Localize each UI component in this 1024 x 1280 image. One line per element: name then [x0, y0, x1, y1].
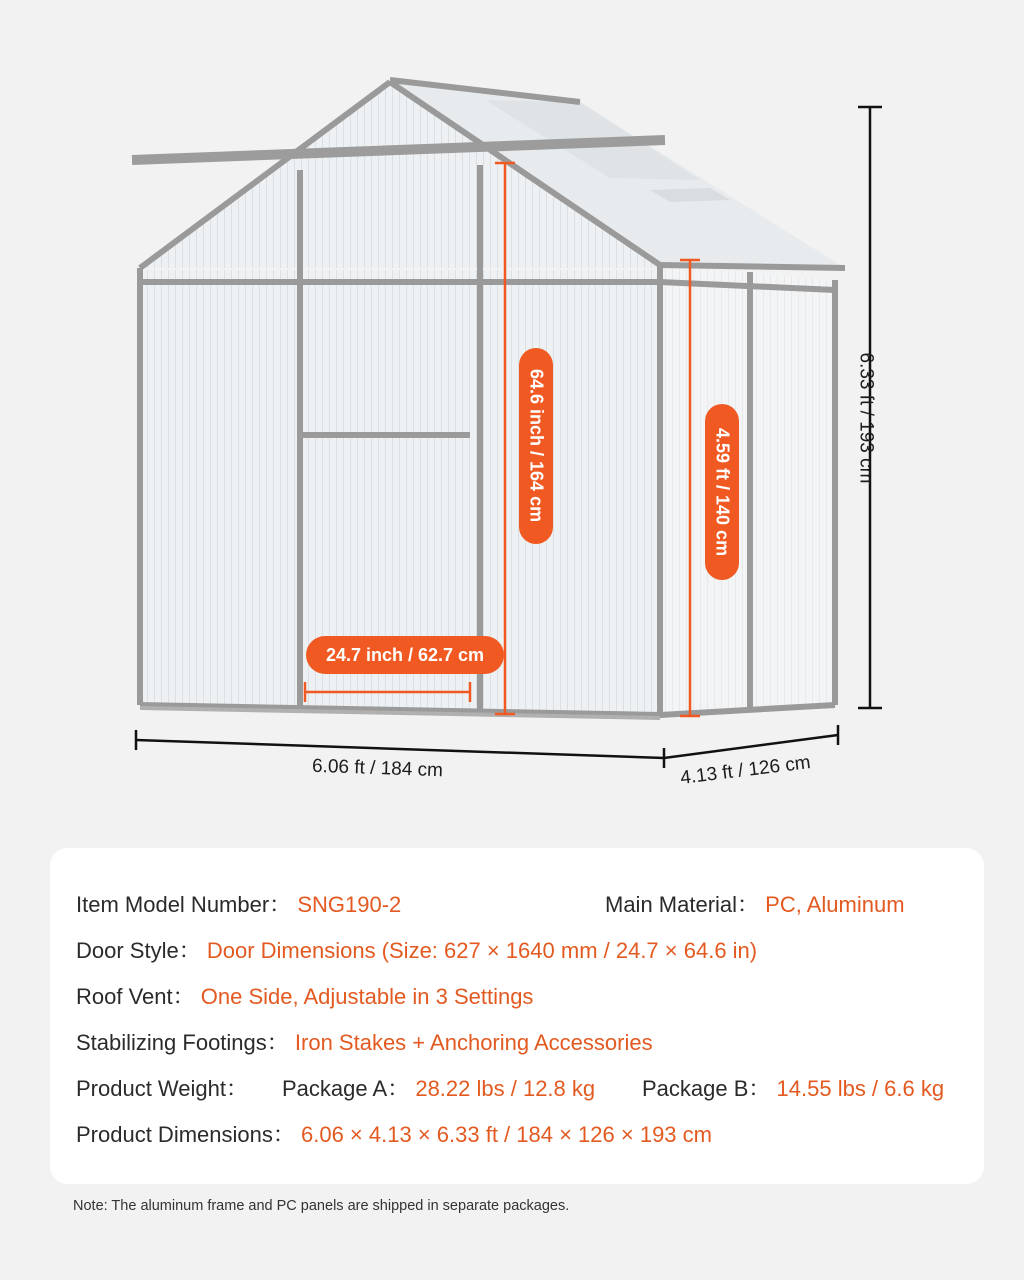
door-width-label: 24.7 inch / 62.7 cm [306, 636, 504, 674]
spec-material-value: PC, Aluminum [765, 892, 905, 917]
door-height-label: 64.6 inch / 164 cm [519, 348, 553, 544]
spec-roof-value: One Side, Adjustable in 3 Settings [200, 984, 534, 1009]
spec-roof [76, 980, 533, 1011]
spec-package-b [642, 1072, 944, 1103]
spec-weight [76, 1072, 248, 1103]
spec-model [76, 888, 401, 919]
specs-card [50, 848, 984, 1184]
spec-model-value: SNG190-2 [297, 892, 402, 917]
spec-product-dims [76, 1118, 712, 1149]
spec-roof-label: Roof Vent： [76, 984, 195, 1009]
shipping-note: Note: The aluminum frame and PC panels are shipped in separate packages. [73, 1198, 570, 1214]
package-b-label: Package B： [642, 1076, 771, 1101]
spec-weight-label: Product Weight： [76, 1076, 249, 1101]
spec-footings-label: Stabilizing Footings： [76, 1030, 289, 1055]
wall-height-label: 4.59 ft / 140 cm [705, 404, 739, 580]
spec-model-label: Item Model Number： [76, 892, 292, 917]
spec-footings [76, 1026, 653, 1057]
spec-material [605, 888, 905, 919]
spec-product-dims-label: Product Dimensions： [76, 1122, 295, 1147]
spec-door-value: Door Dimensions (Size: 627 × 1640 mm / 24.7 × 64.6 in) [206, 938, 758, 963]
depth-dimension-line [664, 725, 838, 758]
package-b-value: 14.55 lbs / 6.6 kg [776, 1076, 945, 1101]
spec-package-a [282, 1072, 595, 1103]
spec-door-label: Door Style： [76, 938, 201, 963]
spec-material-label: Main Material： [605, 892, 760, 917]
spec-product-dims-value: 6.06 × 4.13 × 6.33 ft / 184 × 126 × 193 cm [301, 1122, 712, 1147]
spec-footings-value: Iron Stakes + Anchoring Accessories [294, 1030, 653, 1055]
depth-label: 4.13 ft / 126 cm [679, 752, 812, 789]
spec-door [76, 934, 757, 965]
width-label: 6.06 ft / 184 cm [311, 755, 444, 782]
package-a-label: Package A： [282, 1076, 410, 1101]
height-label: 6.33 ft / 193 cm [855, 352, 877, 484]
package-a-value: 28.22 lbs / 12.8 kg [415, 1076, 596, 1101]
